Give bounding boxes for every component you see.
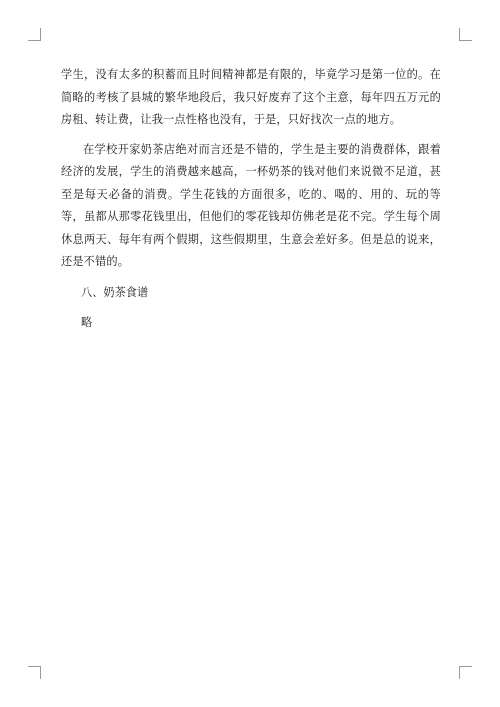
- section-note: 略: [81, 316, 93, 329]
- crop-mark-top-right: [459, 28, 472, 41]
- paragraph-1: 学生，没有太多的积蓄而且时间精神都是有限的，毕竟学习是第一位的。在简略的考核了县城的繁华地段后，我只好废弃了这个主意，每年四五万元的房租、转让费，让我一点性格也没有，于是，只好找次一点的地方。: [61, 68, 441, 126]
- document-body: [61, 64, 441, 335]
- crop-mark-bottom-right: [459, 666, 472, 679]
- paragraph-2: 在学校开家奶茶店绝对而言还是不错的，学生是主要的消费群体，跟着经济的发展，学生的消费越来越高，一杯奶茶的钱对他们来说微不足道，甚至是每天必备的消费。学生花钱的方面很多，吃的、喝的、用的、玩的等等，虽都从那零花钱里出，但他们的零花钱却仿佛老是花不完。学生每个周休息两天、每年有两个假期，这些假期里，生意会差好多。但是总的说来，还是不错的。: [61, 142, 441, 268]
- crop-mark-top-left: [28, 28, 41, 41]
- crop-mark-bottom-left: [28, 666, 41, 679]
- section-heading: 八、奶茶食谱: [81, 285, 149, 299]
